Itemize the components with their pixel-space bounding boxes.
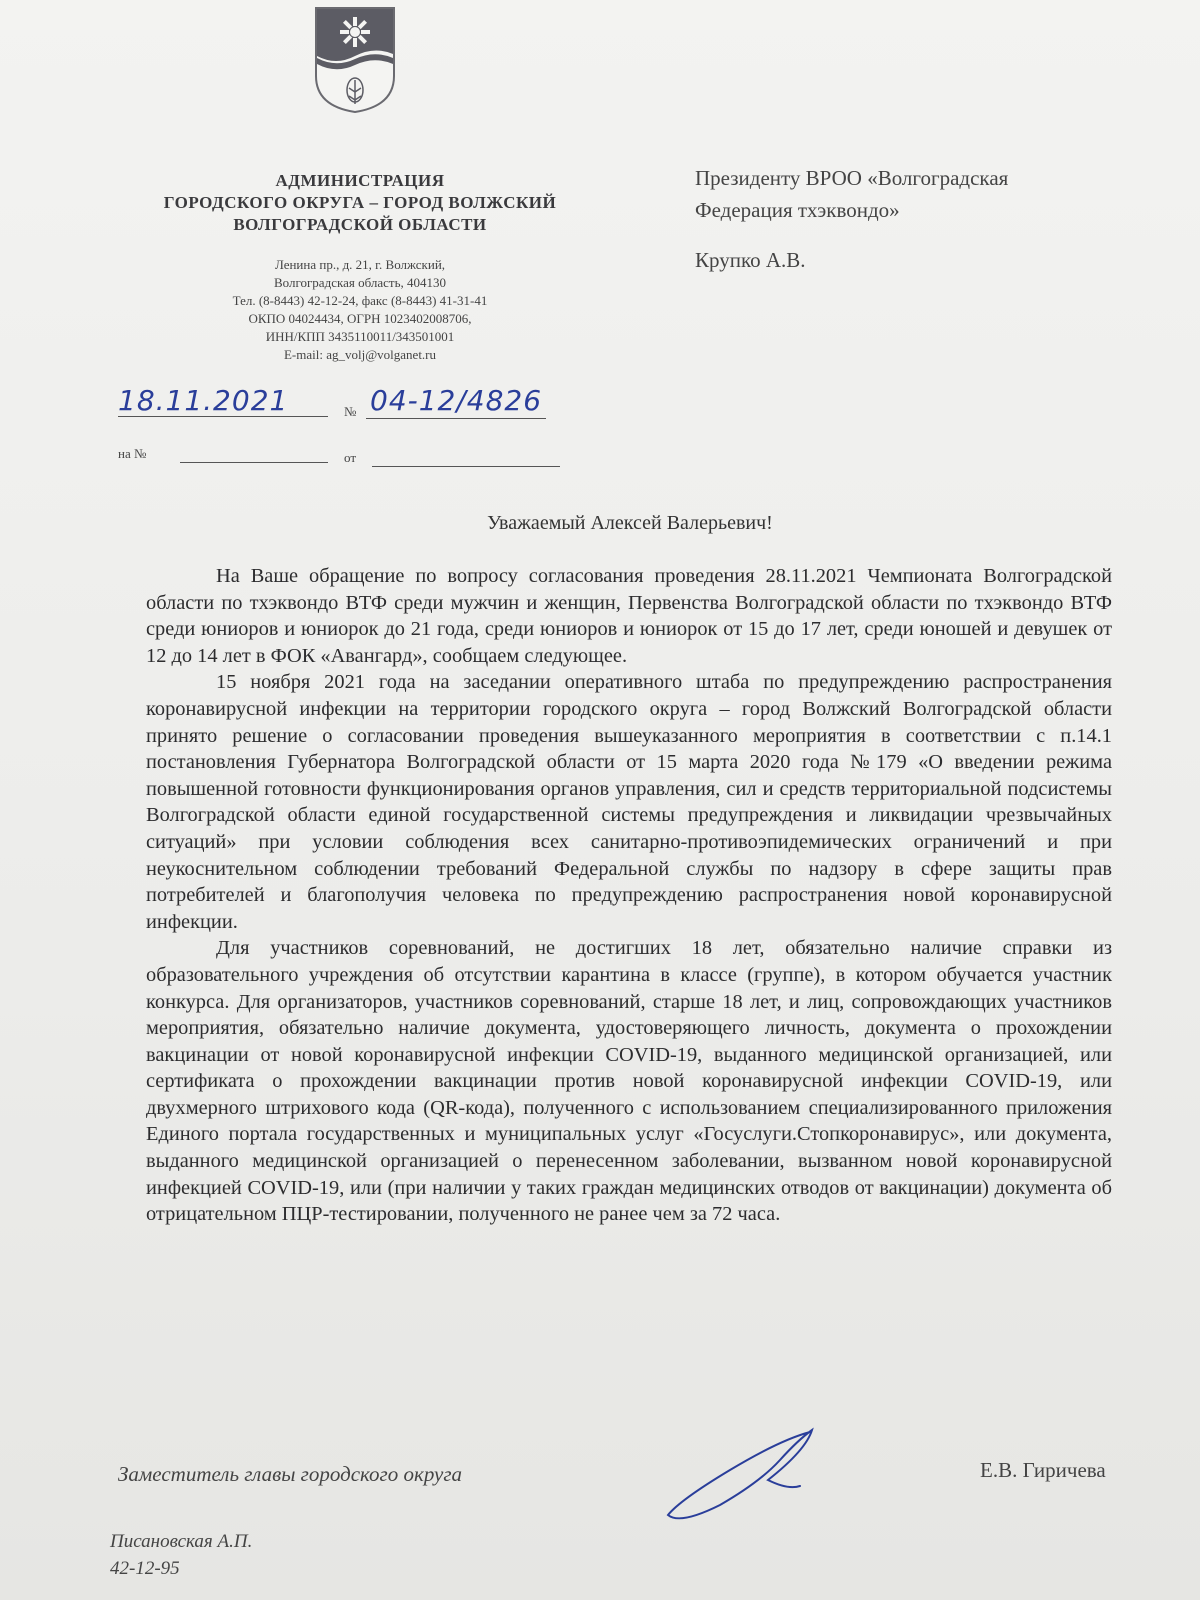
recipient-line-2: Федерация тхэквондо» <box>695 198 900 222</box>
greeting: Уважаемый Алексей Валерьевич! <box>487 512 773 534</box>
ref-underline <box>180 462 328 463</box>
address-line: ИНН/КПП 3435110011/343501001 <box>265 329 455 344</box>
recipient-name: Крупко А.В. <box>695 248 806 272</box>
date-underline <box>118 416 328 417</box>
from-underline <box>372 466 560 467</box>
paragraph: На Ваше обращение по вопросу согласования проведения 28.11.2021 Чемпионата Волгоградской области по тхэквондо ВТФ среди мужчин и женщин, Первенства Волгоградской области по тхэквондо ВТФ среди юниоров и юниорок до 21 года, среди юниоров и юниорок от 15 до 17 лет, среди юношей и девушек от 12 до 14 лет в ФОК «Авангард», сообщаем следующее. <box>146 565 1112 667</box>
address-line: Тел. (8-8443) 42-12-24, факс (8-8443) 41-31-41 <box>232 293 488 308</box>
letter-body <box>146 563 1112 1228</box>
ref-label: на № <box>118 446 147 461</box>
executor-phone: 42-12-95 <box>110 1558 180 1579</box>
org-line-3: ВОЛГОГРАДСКОЙ ОБЛАСТИ <box>233 215 487 234</box>
registration-date: 18.11.2021 <box>118 384 289 417</box>
executor-name: Писановская А.П. <box>110 1531 253 1552</box>
address-line: Волгоградская область, 404130 <box>273 275 447 290</box>
address-line: Ленина пр., д. 21, г. Волжский, <box>274 257 446 272</box>
coat-of-arms-icon <box>314 6 396 114</box>
address-line: ОКПО 04024434, ОГРН 1023402008706, <box>248 311 472 326</box>
signatory-title: Заместитель главы городского округа <box>118 1462 463 1486</box>
signatory-name: Е.В. Гиричева <box>980 1458 1106 1482</box>
recipient-line-1: Президенту ВРОО «Волгоградская <box>695 166 1009 190</box>
org-line-1: АДМИНИСТРАЦИЯ <box>275 171 445 190</box>
sender-organization <box>140 170 580 236</box>
paragraph: Для участников соревнований, не достигших 18 лет, обязательно наличие справки из образовательного учреждения об отсутствии карантина в классе (группе), в котором обучается участник конкурса. Для организаторов, участников соревнований, старше 18 лет, и лиц, сопровождающих участников мероприятия, обязательно наличие документа, удостоверяющего личность, документа о прохождении вакцинации от новой коронавирусной инфекции COVID-19, выданного медицинской организацией, или сертификата о прохождении вакцинации против новой коронавирусной инфекции COVID-19, или двухмерного штрихового кода (QR-кода), полученного с использованием специализированного приложения Единого портала государственных и муниципальных услуг «Госуслуги.Стопкоронавирус», или документа, выданного медицинской организацией о перенесенном заболевании, вызванном новой коронавирусной инфекцией COVID-19, или (при наличии у таких граждан медицинских отводов от вакцинации) документа об отрицательном ПЦР-тестировании, полученного не ранее чем за 72 часа. <box>146 937 1112 1226</box>
paragraph: 15 ноября 2021 года на заседании оперативного штаба по предупреждению распространения коронавирусной инфекции на территории городского округа – город Волжский Волгоградской области принято решение о согласовании проведения вышеуказанного мероприятия в соответствии с п.14.1 постановления Губернатора Волгоградской области от 15 марта 2020 года №179 «О введении режима повышенной готовности функционирования органов управления, сил и средств территориальной подсистемы Волгоградской области единой государственной системы предупреждения и ликвидации чрезвычайных ситуаций» при условии соблюдения всех санитарно-противоэпидемических ограничений и при неукоснительном соблюдении требований Федеральной службы по надзору в сфере защиты прав потребителей и благополучия человека по предупреждению распространения новой коронавирусной инфекции. <box>146 671 1112 933</box>
address-line: E-mail: ag_volj@volganet.ru <box>283 347 437 362</box>
number-label: № <box>344 404 357 419</box>
executor-block <box>110 1528 252 1582</box>
org-line-2: ГОРОДСКОГО ОКРУГА – ГОРОД ВОЛЖСКИЙ <box>163 193 557 212</box>
number-underline <box>366 418 546 419</box>
from-label: от <box>344 450 357 465</box>
sender-address <box>180 256 540 364</box>
handwritten-signature <box>660 1420 830 1530</box>
recipient-block <box>695 162 1115 276</box>
registration-number: 04-12/4826 <box>370 384 543 417</box>
